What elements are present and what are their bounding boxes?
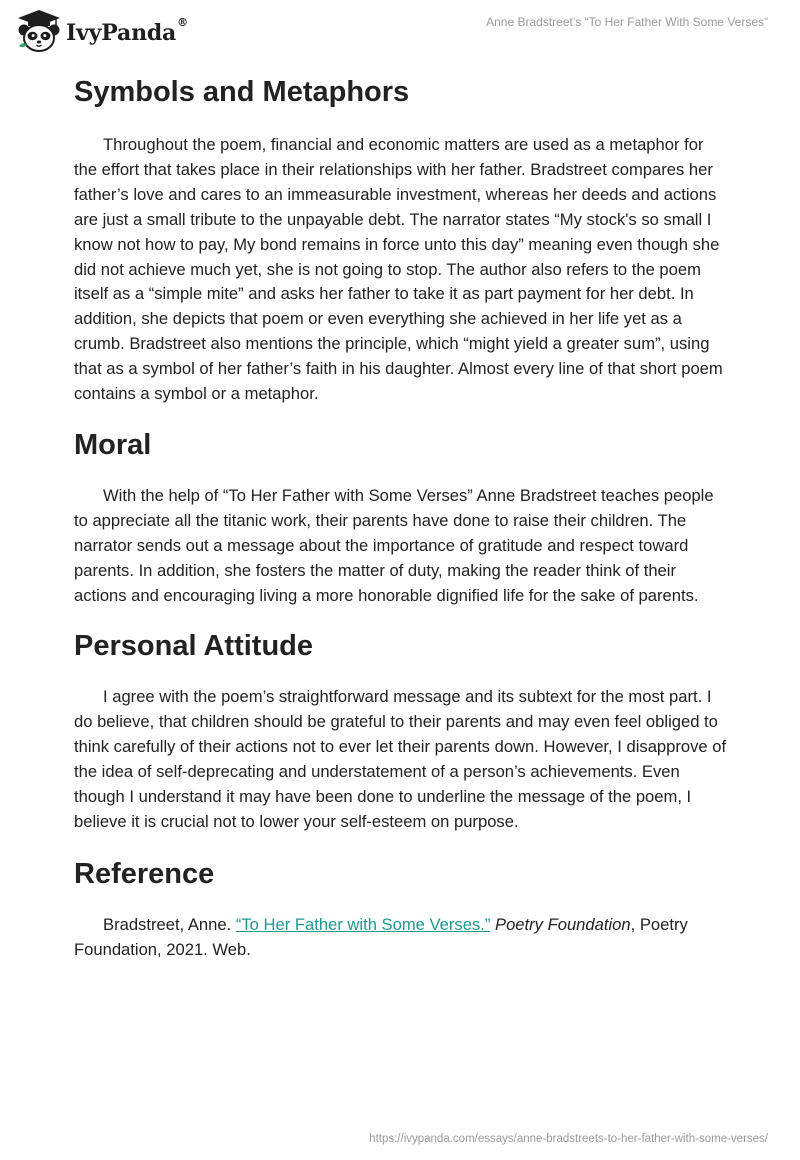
paragraph-moral: With the help of “To Her Father with Some Verses” Anne Bradstreet teaches people to appreciate all the titanic work, their parents have done to raise their children. The narrator sends out a message about the importance of gratitude and respect toward parents. In addition, she fosters the matter of duty, making the reader think of their actions and encouraging living a more honorable dignified life for the sake of parents. bbox=[74, 486, 714, 605]
reference-author: Bradstreet, Anne. bbox=[103, 915, 232, 934]
paragraph-attitude: I agree with the poem’s straightforward message and its subtext for the most part. I do believe, that children should be grateful to their parents and may even feel obliged to think carefully of their actions not to ever let their parents down. However, I disapprove of the idea of self-deprecating and understatement of a person’s achievements. Even though I understand it may have been done to underline the message of the poem, I believe it is crucial not to lower your self-esteem on purpose. bbox=[74, 687, 727, 831]
paragraph-symbols: Throughout the poem, financial and economic matters are used as a metaphor for the effort that takes place in their relationships with her father. Bradstreet compares her father’s love and cares to an immeasurable investment, whereas her deeds and actions are just a small tribute to the unpayable debt. The narrator states “My stock's so small I know not how to pay, My bond remains in force unto this day” meaning even though she did not achieve much yet, she is not going to stop. The author also refers to the poem itself as a “simple mite” and asks her father to take it as part payment for her debt. In addition, she depicts that poem or even everything she achieved in her life yet as a crumb. Bradstreet also mentions the principle, which “might yield a greater sum”, using that as a symbol of her father’s faith in his daughter. Almost every line of that short poem contains a symbol or a metaphor. bbox=[74, 135, 723, 404]
page-header bbox=[0, 0, 800, 60]
section-heading-attitude: Personal Attitude bbox=[74, 630, 314, 662]
panda-graduate-icon bbox=[16, 8, 62, 54]
document-title: Anne Bradstreet’s “To Her Father With Some Verses” bbox=[486, 15, 768, 29]
reference-entry bbox=[74, 913, 730, 963]
footer-url[interactable]: https://ivypanda.com/essays/anne-bradstreets-to-her-father-with-some-verses/ bbox=[369, 1133, 768, 1145]
reference-link[interactable]: “To Her Father with Some Verses.” bbox=[235, 915, 491, 934]
section-heading-moral: Moral bbox=[74, 429, 152, 461]
reference-tail: , Poetry Foundation, 2021. Web. bbox=[74, 915, 688, 959]
brand-name: IvyPanda® bbox=[66, 16, 188, 46]
brand-logo[interactable] bbox=[16, 8, 188, 54]
section-heading-reference: Reference bbox=[74, 858, 215, 890]
section-heading-symbols: Symbols and Metaphors bbox=[74, 76, 410, 108]
reference-journal: Poetry Foundation bbox=[495, 915, 631, 934]
